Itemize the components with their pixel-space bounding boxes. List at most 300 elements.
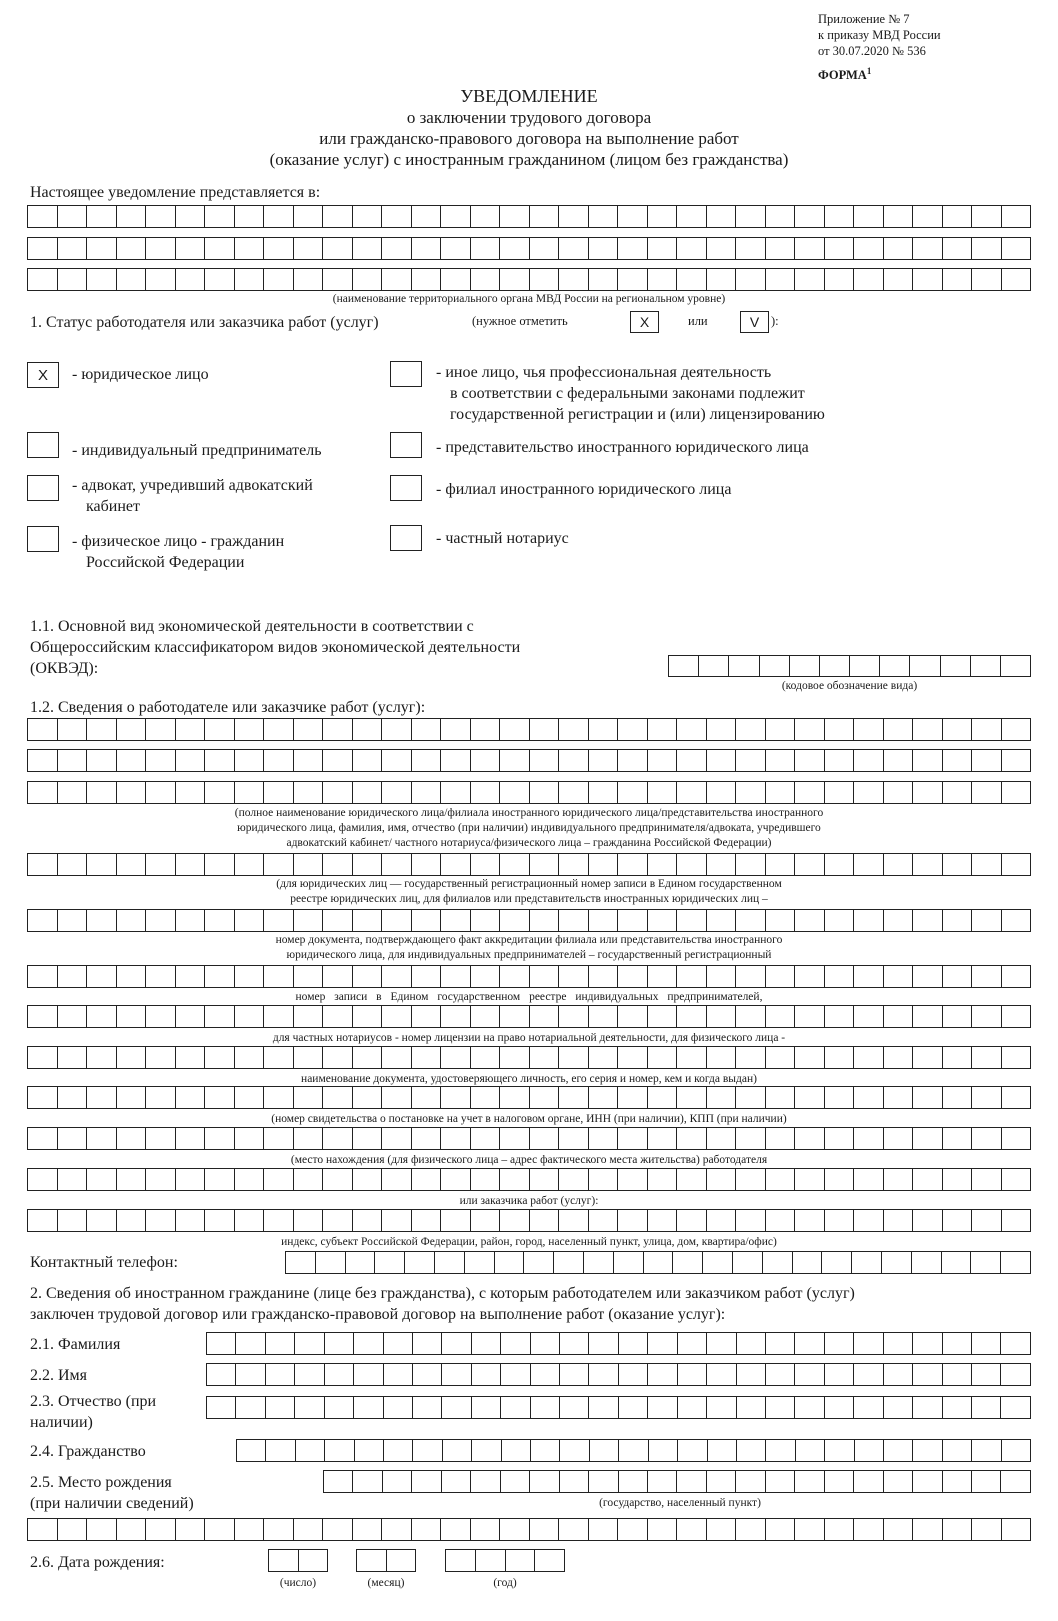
char-cell[interactable] (382, 1169, 412, 1190)
char-cell[interactable] (501, 1333, 530, 1354)
char-cell[interactable] (972, 1210, 1002, 1231)
char-cell[interactable] (854, 1397, 883, 1418)
char-cell[interactable] (673, 1252, 703, 1273)
char-cell[interactable] (913, 1440, 942, 1461)
char-cell[interactable] (943, 910, 973, 931)
char-cell[interactable] (677, 1210, 707, 1231)
char-cell[interactable] (324, 1471, 353, 1492)
char-cell[interactable] (854, 1087, 884, 1108)
char-cell[interactable] (1002, 966, 1032, 987)
char-cell[interactable] (87, 206, 117, 227)
char-cell[interactable] (501, 1364, 530, 1385)
char-cell[interactable] (854, 1047, 884, 1068)
checkbox-notary[interactable] (390, 525, 422, 551)
char-cell[interactable] (648, 206, 678, 227)
char-cell[interactable] (530, 782, 560, 803)
char-cell[interactable] (146, 1519, 176, 1540)
char-cell[interactable] (589, 782, 619, 803)
char-cell[interactable] (766, 1440, 795, 1461)
char-cell[interactable] (618, 1128, 648, 1149)
char-cell[interactable] (28, 750, 58, 771)
char-cell[interactable] (58, 1169, 88, 1190)
char-cell[interactable] (825, 1210, 855, 1231)
char-cell[interactable] (323, 854, 353, 875)
char-cell[interactable] (884, 1519, 914, 1540)
char-cell[interactable] (972, 1087, 1002, 1108)
char-cell[interactable] (766, 782, 796, 803)
char-cell[interactable] (795, 1006, 825, 1027)
char-cell[interactable] (737, 1333, 766, 1354)
char-cell[interactable] (736, 1047, 766, 1068)
char-cell[interactable] (913, 1169, 943, 1190)
char-cell[interactable] (560, 1333, 589, 1354)
char-cell[interactable] (266, 1397, 295, 1418)
char-cell[interactable] (1002, 1519, 1032, 1540)
char-cell[interactable] (589, 1333, 618, 1354)
char-cell[interactable] (589, 269, 619, 290)
char-cell[interactable] (382, 238, 412, 259)
char-cell[interactable] (972, 1169, 1002, 1190)
char-cell[interactable] (146, 854, 176, 875)
char-cell[interactable] (87, 782, 117, 803)
char-cell[interactable] (146, 966, 176, 987)
char-cell[interactable] (943, 1440, 972, 1461)
char-cell[interactable] (825, 1397, 854, 1418)
char-cell[interactable] (943, 966, 973, 987)
char-cell[interactable] (1002, 1006, 1032, 1027)
char-cell[interactable] (441, 1128, 471, 1149)
char-cell[interactable] (854, 206, 884, 227)
char-cell[interactable] (205, 269, 235, 290)
char-cell[interactable] (1001, 1333, 1030, 1354)
char-cell[interactable] (323, 1087, 353, 1108)
char-cell[interactable] (1001, 1471, 1030, 1492)
char-cell[interactable] (58, 269, 88, 290)
char-cell[interactable] (530, 1471, 559, 1492)
char-cell[interactable] (972, 269, 1002, 290)
char-cell[interactable] (795, 854, 825, 875)
char-cell[interactable] (501, 1471, 530, 1492)
char-cell[interactable] (28, 238, 58, 259)
char-cell[interactable] (354, 1364, 383, 1385)
char-cell[interactable] (28, 206, 58, 227)
employer-name-row-2[interactable] (27, 749, 1031, 772)
char-cell[interactable] (353, 206, 383, 227)
char-cell[interactable] (795, 238, 825, 259)
checkbox-lawyer[interactable] (27, 475, 59, 501)
char-cell[interactable] (58, 1006, 88, 1027)
char-cell[interactable] (294, 269, 324, 290)
char-cell[interactable] (825, 206, 855, 227)
char-cell[interactable] (530, 1006, 560, 1027)
char-cell[interactable] (559, 1210, 589, 1231)
char-cell[interactable] (146, 1087, 176, 1108)
char-cell[interactable] (825, 782, 855, 803)
char-cell[interactable] (854, 750, 884, 771)
char-cell[interactable] (678, 1364, 707, 1385)
char-cell[interactable] (618, 269, 648, 290)
char-cell[interactable] (766, 1397, 795, 1418)
char-cell[interactable] (176, 1047, 206, 1068)
char-cell[interactable] (854, 1471, 883, 1492)
char-cell[interactable] (58, 966, 88, 987)
char-cell[interactable] (58, 1519, 88, 1540)
char-cell[interactable] (471, 966, 501, 987)
char-cell[interactable] (618, 206, 648, 227)
char-cell[interactable] (442, 1397, 471, 1418)
char-cell[interactable] (943, 1364, 972, 1385)
char-cell[interactable] (972, 750, 1002, 771)
char-cell[interactable] (1002, 1210, 1032, 1231)
char-cell[interactable] (269, 1550, 299, 1571)
char-cell[interactable] (28, 1169, 58, 1190)
char-cell[interactable] (677, 854, 707, 875)
char-cell[interactable] (87, 854, 117, 875)
char-cell[interactable] (176, 269, 206, 290)
char-cell[interactable] (884, 966, 914, 987)
char-cell[interactable] (354, 1333, 383, 1354)
char-cell[interactable] (495, 1252, 525, 1273)
char-cell[interactable] (535, 1550, 565, 1571)
char-cell[interactable] (384, 1397, 413, 1418)
char-cell[interactable] (1002, 1169, 1032, 1190)
char-cell[interactable] (235, 750, 265, 771)
char-cell[interactable] (648, 750, 678, 771)
char-cell[interactable] (264, 206, 294, 227)
char-cell[interactable] (500, 1087, 530, 1108)
char-cell[interactable] (648, 1006, 678, 1027)
char-cell[interactable] (648, 269, 678, 290)
char-cell[interactable] (795, 1519, 825, 1540)
char-cell[interactable] (913, 782, 943, 803)
char-cell[interactable] (117, 269, 147, 290)
char-cell[interactable] (852, 1252, 882, 1273)
char-cell[interactable] (1002, 910, 1032, 931)
char-cell[interactable] (589, 1210, 619, 1231)
char-cell[interactable] (382, 206, 412, 227)
char-cell[interactable] (760, 656, 790, 676)
char-cell[interactable] (471, 750, 501, 771)
char-cell[interactable] (825, 1087, 855, 1108)
char-cell[interactable] (294, 1128, 324, 1149)
char-cell[interactable] (854, 910, 884, 931)
char-cell[interactable] (500, 1006, 530, 1027)
char-cell[interactable] (412, 1006, 442, 1027)
employer-reg-row-4[interactable] (27, 1005, 1031, 1028)
char-cell[interactable] (825, 966, 855, 987)
char-cell[interactable] (146, 1047, 176, 1068)
char-cell[interactable] (707, 1471, 736, 1492)
char-cell[interactable] (736, 269, 766, 290)
char-cell[interactable] (707, 269, 737, 290)
char-cell[interactable] (205, 854, 235, 875)
char-cell[interactable] (677, 1047, 707, 1068)
char-cell[interactable] (559, 854, 589, 875)
char-cell[interactable] (648, 1128, 678, 1149)
char-cell[interactable] (205, 1087, 235, 1108)
char-cell[interactable] (790, 656, 820, 676)
char-cell[interactable] (559, 206, 589, 227)
char-cell[interactable] (943, 719, 973, 740)
char-cell[interactable] (736, 1519, 766, 1540)
char-cell[interactable] (266, 1333, 295, 1354)
char-cell[interactable] (559, 966, 589, 987)
char-cell[interactable] (972, 1128, 1002, 1149)
char-cell[interactable] (766, 719, 796, 740)
char-cell[interactable] (618, 1047, 648, 1068)
char-cell[interactable] (266, 1440, 295, 1461)
char-cell[interactable] (560, 1397, 589, 1418)
char-cell[interactable] (531, 1397, 560, 1418)
char-cell[interactable] (854, 1006, 884, 1027)
char-cell[interactable] (766, 238, 796, 259)
char-cell[interactable] (913, 1087, 943, 1108)
char-cell[interactable] (737, 1364, 766, 1385)
char-cell[interactable] (678, 1397, 707, 1418)
char-cell[interactable] (619, 1364, 648, 1385)
char-cell[interactable] (325, 1364, 354, 1385)
char-cell[interactable] (412, 1047, 442, 1068)
char-cell[interactable] (619, 1471, 648, 1492)
char-cell[interactable] (854, 966, 884, 987)
char-cell[interactable] (443, 1440, 472, 1461)
char-cell[interactable] (205, 966, 235, 987)
char-cell[interactable] (323, 750, 353, 771)
char-cell[interactable] (854, 719, 884, 740)
char-cell[interactable] (146, 1169, 176, 1190)
char-cell[interactable] (884, 1087, 914, 1108)
char-cell[interactable] (28, 1006, 58, 1027)
char-cell[interactable] (323, 1519, 353, 1540)
char-cell[interactable] (117, 966, 147, 987)
char-cell[interactable] (766, 1087, 796, 1108)
char-cell[interactable] (707, 750, 737, 771)
char-cell[interactable] (854, 1519, 884, 1540)
char-cell[interactable] (795, 1397, 824, 1418)
char-cell[interactable] (353, 1087, 383, 1108)
char-cell[interactable] (708, 1440, 737, 1461)
char-cell[interactable] (795, 206, 825, 227)
char-cell[interactable] (87, 910, 117, 931)
char-cell[interactable] (146, 910, 176, 931)
char-cell[interactable] (884, 1364, 913, 1385)
char-cell[interactable] (736, 1087, 766, 1108)
char-cell[interactable] (707, 782, 737, 803)
char-cell[interactable] (87, 750, 117, 771)
char-cell[interactable] (677, 1519, 707, 1540)
char-cell[interactable] (531, 1333, 560, 1354)
char-cell[interactable] (560, 1364, 589, 1385)
char-cell[interactable] (441, 1210, 471, 1231)
char-cell[interactable] (850, 656, 880, 676)
char-cell[interactable] (353, 1006, 383, 1027)
char-cell[interactable] (972, 1519, 1002, 1540)
char-cell[interactable] (707, 910, 737, 931)
char-cell[interactable] (943, 238, 973, 259)
char-cell[interactable] (943, 269, 973, 290)
char-cell[interactable] (58, 1087, 88, 1108)
char-cell[interactable] (294, 854, 324, 875)
char-cell[interactable] (294, 966, 324, 987)
char-cell[interactable] (176, 1087, 206, 1108)
char-cell[interactable] (205, 782, 235, 803)
employer-name-row-3[interactable] (27, 781, 1031, 804)
char-cell[interactable] (677, 1006, 707, 1027)
char-cell[interactable] (589, 1364, 618, 1385)
char-cell[interactable] (323, 269, 353, 290)
char-cell[interactable] (707, 719, 737, 740)
char-cell[interactable] (28, 1210, 58, 1231)
char-cell[interactable] (325, 1440, 354, 1461)
char-cell[interactable] (500, 854, 530, 875)
char-cell[interactable] (442, 1333, 471, 1354)
char-cell[interactable] (294, 782, 324, 803)
char-cell[interactable] (825, 719, 855, 740)
char-cell[interactable] (235, 206, 265, 227)
char-cell[interactable] (584, 1252, 614, 1273)
char-cell[interactable] (117, 1006, 147, 1027)
char-cell[interactable] (589, 910, 619, 931)
char-cell[interactable] (205, 910, 235, 931)
char-cell[interactable] (972, 206, 1002, 227)
char-cell[interactable] (235, 1128, 265, 1149)
char-cell[interactable] (502, 1440, 531, 1461)
char-cell[interactable] (972, 719, 1002, 740)
char-cell[interactable] (913, 1006, 943, 1027)
char-cell[interactable] (913, 910, 943, 931)
char-cell[interactable] (176, 910, 206, 931)
employer-reg-row-2[interactable] (27, 909, 1031, 932)
char-cell[interactable] (357, 1550, 387, 1571)
char-cell[interactable] (294, 1519, 324, 1540)
char-cell[interactable] (382, 1006, 412, 1027)
char-cell[interactable] (972, 1471, 1001, 1492)
char-cell[interactable] (176, 782, 206, 803)
char-cell[interactable] (733, 1252, 763, 1273)
char-cell[interactable] (471, 1006, 501, 1027)
char-cell[interactable] (707, 966, 737, 987)
char-cell[interactable] (972, 1006, 1002, 1027)
char-cell[interactable] (471, 206, 501, 227)
char-cell[interactable] (28, 854, 58, 875)
char-cell[interactable] (28, 1519, 58, 1540)
char-cell[interactable] (146, 719, 176, 740)
char-cell[interactable] (176, 854, 206, 875)
char-cell[interactable] (353, 910, 383, 931)
territorial-input-row-3[interactable] (27, 268, 1031, 291)
char-cell[interactable] (205, 719, 235, 740)
char-cell[interactable] (729, 656, 759, 676)
char-cell[interactable] (766, 1128, 796, 1149)
char-cell[interactable] (28, 269, 58, 290)
char-cell[interactable] (530, 966, 560, 987)
char-cell[interactable] (677, 910, 707, 931)
birthdate-month-input[interactable] (356, 1549, 416, 1572)
char-cell[interactable] (913, 269, 943, 290)
territorial-input-row-2[interactable] (27, 237, 1031, 260)
char-cell[interactable] (412, 966, 442, 987)
char-cell[interactable] (530, 1047, 560, 1068)
char-cell[interactable] (795, 1047, 825, 1068)
char-cell[interactable] (500, 966, 530, 987)
char-cell[interactable] (442, 1471, 471, 1492)
char-cell[interactable] (1002, 206, 1032, 227)
char-cell[interactable] (648, 1519, 678, 1540)
char-cell[interactable] (295, 1364, 324, 1385)
okved-code-input[interactable] (668, 655, 1031, 677)
char-cell[interactable] (441, 910, 471, 931)
char-cell[interactable] (58, 782, 88, 803)
char-cell[interactable] (971, 656, 1001, 676)
char-cell[interactable] (323, 966, 353, 987)
char-cell[interactable] (176, 750, 206, 771)
char-cell[interactable] (943, 750, 973, 771)
char-cell[interactable] (382, 910, 412, 931)
char-cell[interactable] (766, 750, 796, 771)
char-cell[interactable] (825, 238, 855, 259)
char-cell[interactable] (559, 238, 589, 259)
char-cell[interactable] (146, 1210, 176, 1231)
char-cell[interactable] (972, 238, 1002, 259)
employer-name-row-1[interactable] (27, 718, 1031, 741)
char-cell[interactable] (264, 1006, 294, 1027)
char-cell[interactable] (235, 1047, 265, 1068)
char-cell[interactable] (87, 1128, 117, 1149)
char-cell[interactable] (205, 1210, 235, 1231)
char-cell[interactable] (1002, 719, 1032, 740)
char-cell[interactable] (1002, 1128, 1032, 1149)
name-input[interactable] (206, 1363, 1031, 1386)
char-cell[interactable] (913, 1364, 942, 1385)
char-cell[interactable] (884, 1397, 913, 1418)
char-cell[interactable] (530, 1128, 560, 1149)
char-cell[interactable] (882, 1252, 912, 1273)
char-cell[interactable] (471, 1128, 501, 1149)
char-cell[interactable] (382, 1210, 412, 1231)
char-cell[interactable] (353, 269, 383, 290)
char-cell[interactable] (913, 206, 943, 227)
char-cell[interactable] (205, 750, 235, 771)
char-cell[interactable] (707, 1519, 737, 1540)
char-cell[interactable] (264, 719, 294, 740)
char-cell[interactable] (766, 854, 796, 875)
char-cell[interactable] (117, 238, 147, 259)
char-cell[interactable] (500, 750, 530, 771)
char-cell[interactable] (353, 238, 383, 259)
char-cell[interactable] (87, 719, 117, 740)
char-cell[interactable] (677, 782, 707, 803)
char-cell[interactable] (855, 1440, 884, 1461)
char-cell[interactable] (559, 1519, 589, 1540)
char-cell[interactable] (87, 966, 117, 987)
char-cell[interactable] (28, 1087, 58, 1108)
char-cell[interactable] (412, 1519, 442, 1540)
char-cell[interactable] (441, 966, 471, 987)
char-cell[interactable] (795, 1210, 825, 1231)
char-cell[interactable] (943, 1047, 973, 1068)
char-cell[interactable] (500, 1210, 530, 1231)
char-cell[interactable] (471, 1047, 501, 1068)
checkbox-legal-entity[interactable]: X (27, 362, 59, 388)
char-cell[interactable] (648, 910, 678, 931)
char-cell[interactable] (820, 656, 850, 676)
char-cell[interactable] (353, 1210, 383, 1231)
char-cell[interactable] (943, 1128, 973, 1149)
char-cell[interactable] (294, 910, 324, 931)
char-cell[interactable] (413, 1397, 442, 1418)
char-cell[interactable] (264, 1210, 294, 1231)
char-cell[interactable] (294, 1210, 324, 1231)
